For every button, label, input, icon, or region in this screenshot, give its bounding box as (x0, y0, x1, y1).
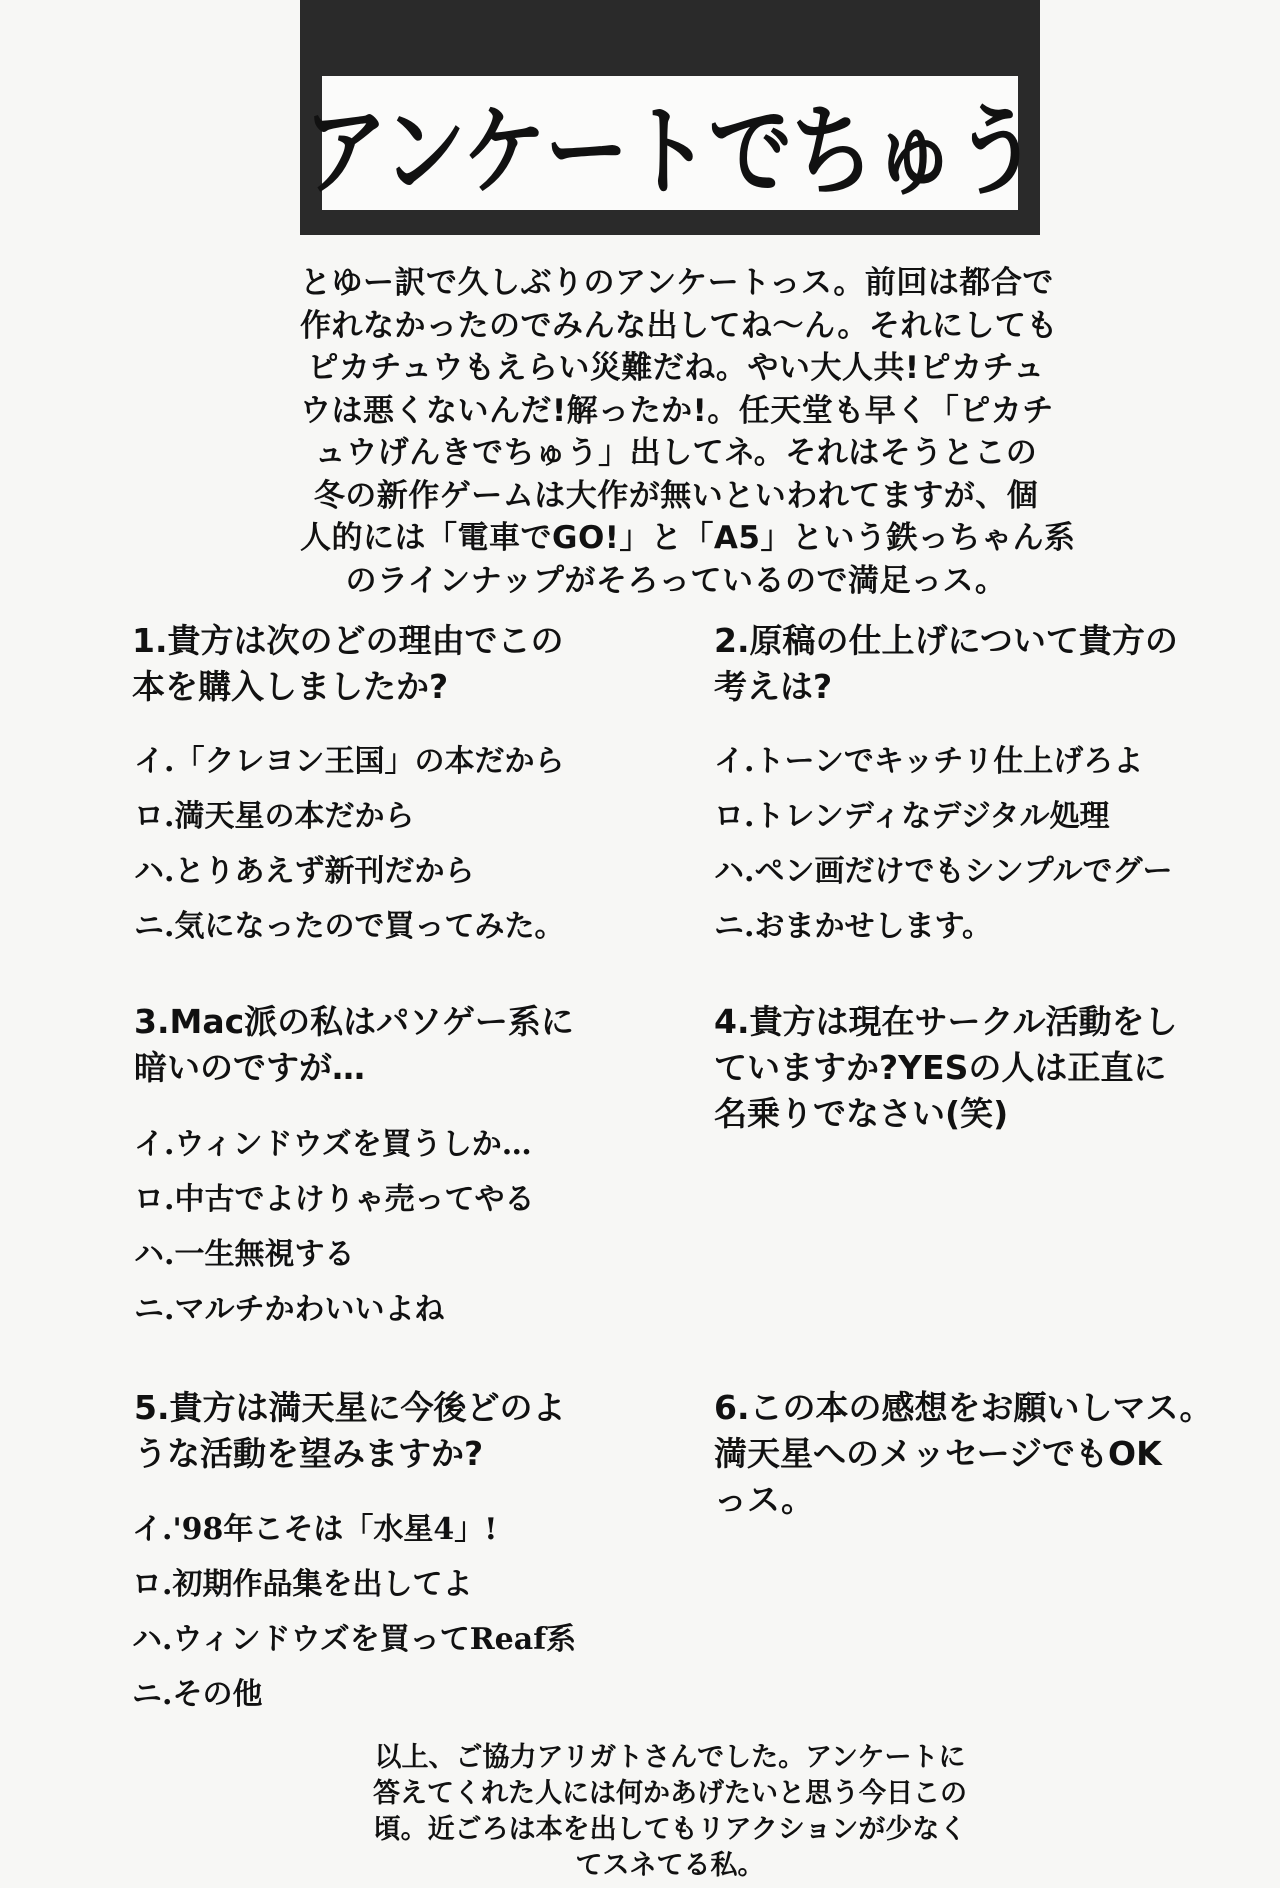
question-1-options (134, 734, 564, 954)
question-title-line: 5.貴方は満天星に今後どのよ (134, 1388, 566, 1427)
intro-line: ピカチュウもえらい災難だね。やい大人共!ピカチュ (307, 350, 1045, 386)
question-5-options (132, 1502, 576, 1722)
question-title-line: 6.この本の感想をお願いしマス。 (714, 1388, 1213, 1427)
question-title-line: っス。 (714, 1480, 814, 1519)
intro-line: ュウげんきでちゅう」出してネ。それはそうとこの (314, 435, 1038, 471)
option-item: ハ.とりあえず新刊だから (134, 854, 475, 889)
option-item: ハ.一生無視する (134, 1237, 355, 1272)
question-title-line: ていますか?YESの人は正直に (714, 1048, 1167, 1087)
question-4-title (714, 999, 1178, 1137)
intro-line: とゆー訳で久しぶりのアンケートっス。前回は都合で (300, 265, 1054, 301)
question-title-line: 名乗りでなさい(笑) (714, 1094, 1009, 1133)
question-title-line: 考えは? (714, 667, 833, 706)
closing-paragraph (330, 1740, 1010, 1884)
option-item: ロ.トレンディなデジタル処理 (714, 799, 1110, 834)
question-title-line: 暗いのですが… (134, 1048, 365, 1087)
title-banner (300, 0, 1040, 235)
intro-line: 冬の新作ゲームは大作が無いといわれてますが、個 (313, 477, 1039, 514)
option-item: ニ.おまかせします。 (714, 909, 993, 944)
option-item: ロ.満天星の本だから (134, 799, 415, 834)
option-item: イ.ウィンドウズを買うしか… (134, 1127, 532, 1162)
question-3-title (134, 999, 574, 1091)
question-title-line: 3.Mac派の私はパソゲー系に (134, 1002, 574, 1041)
outro-line: 答えてくれた人には何かあげたいと思う今日この (373, 1778, 967, 1809)
page-title: アンケートでちゅう (303, 92, 1037, 209)
question-6-title (714, 1385, 1213, 1523)
question-2-options (714, 734, 1173, 954)
question-1-title (132, 618, 564, 710)
option-item: ハ.ウィンドウズを買ってReaf系 (132, 1622, 577, 1657)
intro-line: 作れなかったのでみんな出してね～ん。それにしても (300, 307, 1058, 344)
question-2-title (714, 618, 1178, 710)
option-item: ニ.その他 (132, 1677, 263, 1712)
question-title-line: 2.原稿の仕上げについて貴方の (714, 621, 1178, 660)
outro-line: 以上、ご協力アリガトさんでした。アンケートに (374, 1742, 966, 1773)
option-item: イ.'98年こそは「水星4」! (132, 1512, 498, 1547)
option-item: イ.トーンでキッチリ仕上げろよ (714, 744, 1144, 779)
option-item: ニ.マルチかわいいよね (134, 1292, 445, 1327)
question-title-line: 4.貴方は現在サークル活動をし (714, 1002, 1178, 1041)
option-item: ロ.初期作品集を出してよ (132, 1567, 473, 1602)
option-item: ニ.気になったので買ってみた。 (134, 909, 565, 944)
intro-line: のラインナップがそろっているので満足っス。 (345, 562, 1007, 599)
option-item: イ.「クレヨン王国」の本だから (134, 744, 565, 779)
question-3-options (134, 1117, 534, 1337)
option-item: ハ.ペン画だけでもシンプルでグー (714, 854, 1173, 889)
question-title-line: うな活動を望みますか? (134, 1434, 484, 1473)
intro-line: ウは悪くないんだ!解ったか!。任天堂も早く「ピカチ (300, 392, 1054, 429)
outro-line: 頃。近ごろは本を出してもリアクションが少なく (373, 1814, 967, 1845)
intro-paragraph (300, 262, 1076, 602)
title-panel (303, 76, 1037, 210)
question-title-line: 1.貴方は次のどの理由でこの (132, 621, 564, 660)
question-title-line: 本を購入しましたか? (132, 667, 449, 706)
question-5-title (134, 1385, 566, 1477)
outro-line: てスネてる私。 (575, 1850, 765, 1881)
question-title-line: 満天星へのメッセージでもOK (714, 1434, 1162, 1473)
intro-line: 人的には「電車でGO!」と「A5」という鉄っちゃん系 (300, 520, 1076, 556)
option-item: ロ.中古でよけりゃ売ってやる (134, 1182, 535, 1217)
